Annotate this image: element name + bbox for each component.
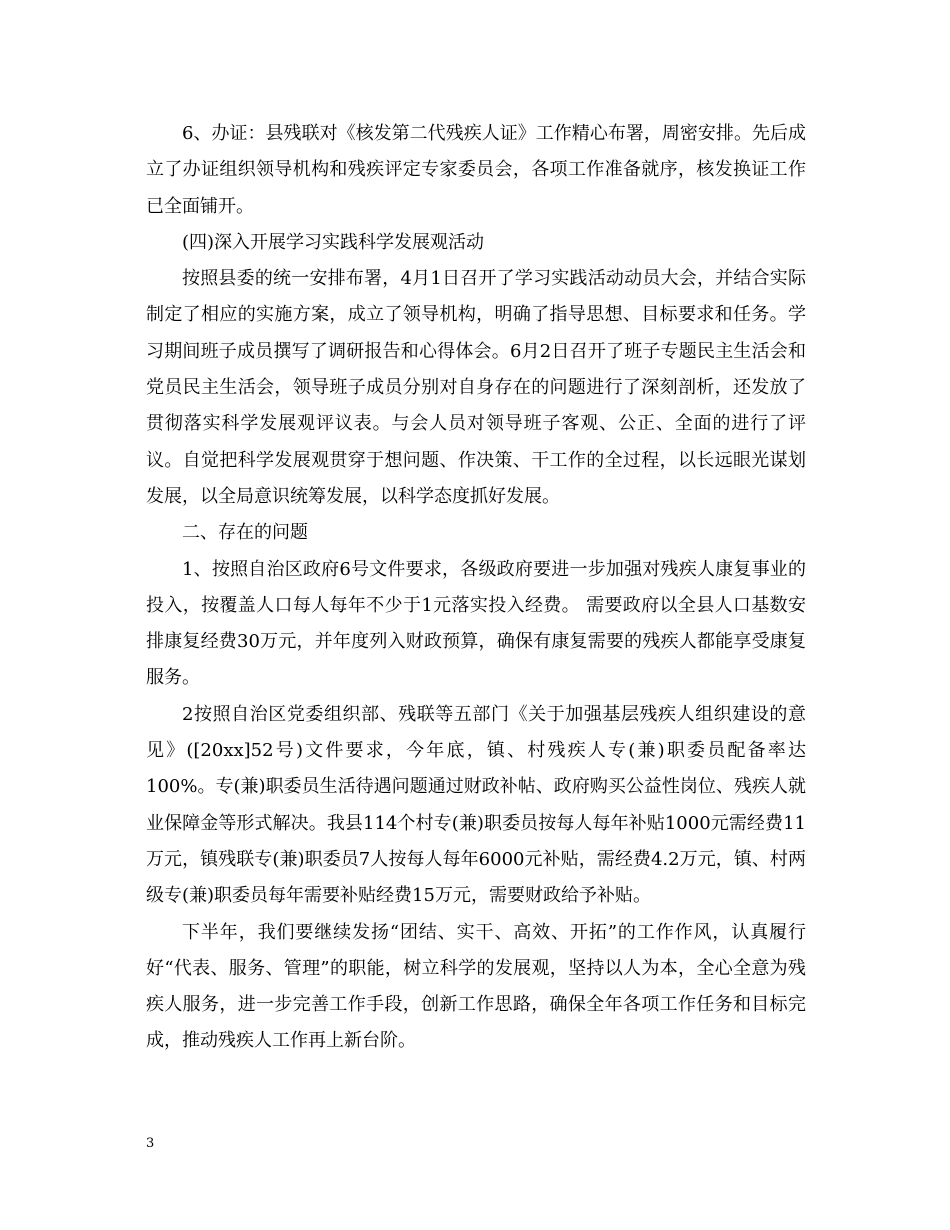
page-number: 3	[146, 1136, 155, 1151]
document-body	[146, 116, 806, 1060]
section-heading-existing-problems: 二、存在的问题	[182, 522, 308, 544]
section-heading-study-practice: (四)深入开展学习实践科学发展观活动	[182, 231, 485, 253]
paragraph-problem-rehab-funding: 1、按照自治区政府6号文件要求，各级政府要进一步加强对残疾人康复事业的投入，按覆盖人口每人每年不少于1元落实投入经费。 需要政府以全县人口基数安排康复经费30万元，并年度列入财政预算，确保有康复需要的残疾人都能享受康复服务。	[146, 558, 806, 689]
paragraph-second-half-plan: 下半年，我们要继续发扬“团结、实干、高效、开拓”的工作作风，认真履行好“代表、服务、管理”的职能，树立科学的发展观，坚持以人为本，全心全意为残疾人服务，进一步完善工作手段，创新工作思路，确保全年各项工作任务和目标完成，推动残疾人工作再上新台阶。	[146, 921, 806, 1052]
paragraph-problem-committee-members: 2按照自治区党委组织部、残联等五部门《关于加强基层残疾人组织建设的意见》([20xx]52号)文件要求，今年底，镇、村残疾人专(兼)职委员配备率达100%。专(兼)职委员生活待遇问题通过财政补帖、政府购买公益性岗位、残疾人就业保障金等形式解决。我县114个村专(兼)职委员按每人每年补贴1000元需经费11万元，镇残联专(兼)职委员7人按每人每年6000元补贴，需经费4.2万元，镇、村两级专(兼)职委员每年需要补贴经费15万元，需要财政给予补贴。	[146, 703, 806, 907]
paragraph-certificate-work: 6、办证：县残联对《核发第二代残疾人证》工作精心布署，周密安排。先后成立了办证组织领导机构和残疾评定专家委员会，各项工作准备就序，核发换证工作已全面铺开。	[146, 123, 806, 217]
paragraph-study-practice: 按照县委的统一安排布署，4月1日召开了学习实践活动动员大会，并结合实际制定了相应的实施方案，成立了领导机构，明确了指导思想、目标要求和任务。学习期间班子成员撰写了调研报告和心得体会。6月2日召开了班子专题民主生活会和党员民主生活会，领导班子成员分别对自身存在的问题进行了深刻剖析，还发放了贯彻落实科学发展观评议表。与会人员对领导班子客观、公正、全面的进行了评议。自觉把科学发展观贯穿于想问题、作决策、干工作的全过程，以长远眼光谋划发展，以全局意识统筹发展，以科学态度抓好发展。	[146, 268, 806, 507]
